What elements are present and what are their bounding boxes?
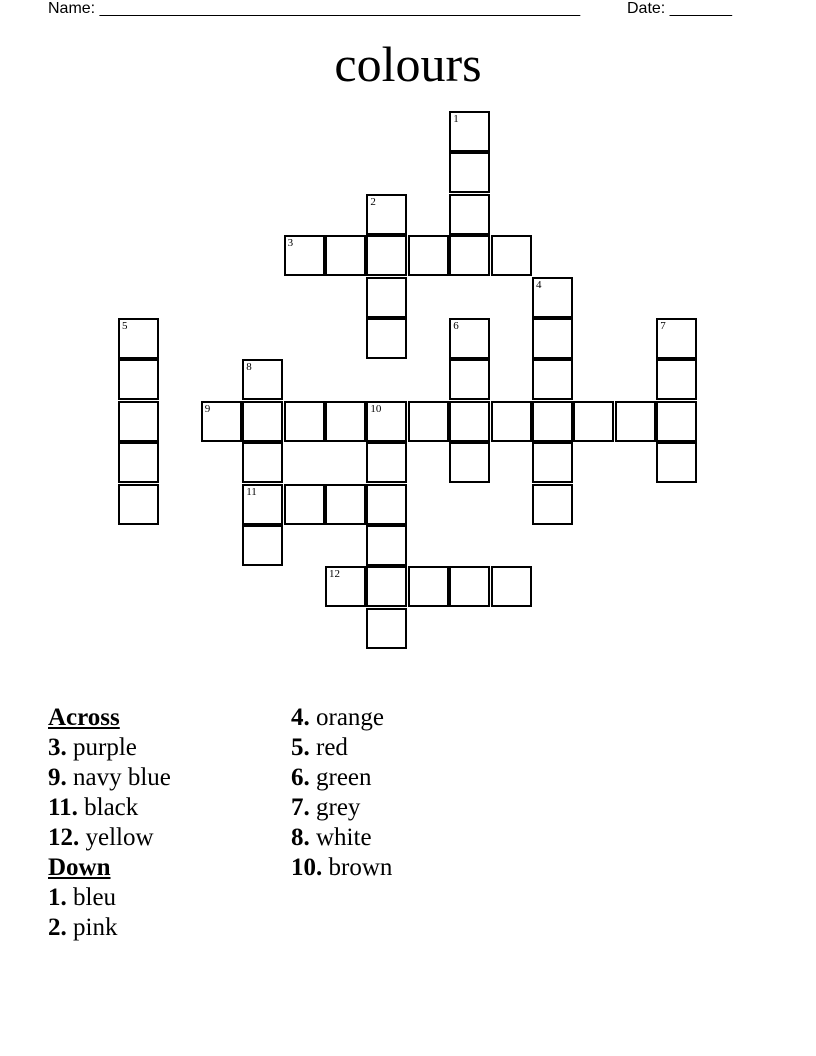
crossword-cell — [366, 235, 407, 276]
clue-item-number: 7. — [291, 794, 310, 821]
clue-item-number: 2. — [48, 914, 67, 941]
clue-number: 3 — [287, 237, 294, 250]
crossword-cell — [449, 442, 490, 483]
clue-item-number: 12. — [48, 824, 80, 851]
clue-item — [291, 703, 392, 733]
crossword-cell — [242, 401, 283, 442]
clue-number: 1 — [453, 113, 459, 125]
clue-number: 7 — [660, 320, 666, 332]
crossword-cell — [408, 401, 449, 442]
crossword-cell — [656, 318, 697, 359]
crossword-cell — [532, 401, 573, 442]
crossword-cell — [366, 442, 407, 483]
crossword-cell — [449, 152, 490, 193]
down-clue-list-2 — [291, 703, 392, 883]
crossword-cell — [284, 401, 325, 442]
crossword-cell — [491, 566, 532, 607]
crossword-cell — [656, 359, 697, 400]
clue-item-text: brown — [322, 854, 393, 881]
across-heading: Across — [48, 704, 120, 731]
clue-item-text: bleu — [66, 884, 117, 911]
clue-item-number: 4. — [291, 704, 310, 731]
clue-item-text: purple — [66, 734, 137, 761]
crossword-cell — [532, 318, 573, 359]
clue-item-text: yellow — [79, 824, 154, 851]
crossword-cell — [449, 194, 490, 235]
crossword-cell — [284, 484, 325, 525]
crossword-cell — [532, 359, 573, 400]
crossword-cell — [366, 401, 407, 442]
crossword-cell — [325, 484, 366, 525]
crossword-cell — [118, 318, 159, 359]
clue-item — [291, 853, 392, 883]
page-title: colours — [334, 36, 482, 92]
across-clue-list — [48, 733, 171, 853]
crossword-cell — [532, 277, 573, 318]
clues-column-2 — [291, 703, 392, 883]
clue-number: 10 — [370, 402, 382, 415]
crossword-cell — [118, 484, 159, 525]
name-field-label: Name: ______________________________________________________ — [48, 0, 581, 17]
crossword-cell — [118, 359, 159, 400]
clue-item — [48, 913, 171, 943]
clue-item — [48, 793, 171, 823]
clue-number: 2 — [370, 195, 376, 208]
clue-number: 6 — [453, 320, 459, 332]
crossword-cell — [532, 442, 573, 483]
down-clue-list-1 — [48, 883, 171, 943]
crossword-cell — [325, 566, 366, 607]
clue-item — [48, 823, 171, 853]
clue-number: 4 — [536, 278, 542, 291]
crossword-cell — [408, 566, 449, 607]
clue-item — [291, 733, 392, 763]
crossword-cell — [325, 401, 366, 442]
clue-item-text: white — [309, 824, 372, 851]
clue-item — [291, 823, 392, 853]
crossword-cell — [449, 111, 490, 152]
crossword-cell — [366, 318, 407, 359]
crossword-cell — [118, 442, 159, 483]
down-heading: Down — [48, 854, 111, 881]
clue-item-text: green — [309, 764, 372, 791]
crossword-cell — [449, 235, 490, 276]
clue-item — [48, 883, 171, 913]
crossword-cell — [366, 484, 407, 525]
crossword-cell — [242, 442, 283, 483]
crossword-cell — [449, 359, 490, 400]
clue-item — [48, 763, 171, 793]
crossword-cell — [573, 401, 614, 442]
crossword-cell — [242, 359, 283, 400]
clue-item-text: orange — [309, 704, 385, 731]
clue-item-number: 11. — [48, 794, 78, 821]
clue-item-text: navy blue — [66, 764, 171, 791]
clue-item-number: 9. — [48, 764, 67, 791]
crossword-cell — [491, 235, 532, 276]
clue-item-number: 5. — [291, 734, 310, 761]
clue-item-text: pink — [66, 914, 118, 941]
crossword-cell — [201, 401, 242, 442]
clue-item-number: 6. — [291, 764, 310, 791]
clue-item-text: red — [309, 734, 348, 761]
clue-item-number: 3. — [48, 734, 67, 761]
crossword-cell — [284, 235, 325, 276]
crossword-cell — [532, 484, 573, 525]
clue-item-text: black — [77, 794, 139, 821]
crossword-cell — [325, 235, 366, 276]
crossword-cell — [366, 525, 407, 566]
clue-item-text: grey — [309, 794, 361, 821]
crossword-cell — [408, 235, 449, 276]
crossword-cell — [656, 401, 697, 442]
clue-number: 8 — [246, 361, 252, 374]
crossword-cell — [118, 401, 159, 442]
clue-number: 9 — [204, 402, 211, 415]
clue-item — [291, 763, 392, 793]
crossword-cell — [366, 277, 407, 318]
clue-number: 12 — [329, 568, 340, 581]
crossword-cell — [366, 608, 407, 649]
crossword-cell — [656, 442, 697, 483]
clue-item — [48, 733, 171, 763]
clue-item-number: 1. — [48, 884, 67, 911]
clue-item-number: 8. — [291, 824, 310, 851]
crossword-cell — [366, 194, 407, 235]
crossword-cell — [491, 401, 532, 442]
clue-item — [291, 793, 392, 823]
clues-column-1 — [48, 703, 171, 943]
clue-number: 5 — [122, 320, 128, 332]
clue-number: 11 — [246, 485, 257, 498]
crossword-cell — [366, 566, 407, 607]
clue-item-number: 10. — [291, 854, 323, 881]
crossword-cell — [242, 525, 283, 566]
crossword-cell — [449, 401, 490, 442]
crossword-cell — [615, 401, 656, 442]
crossword-cell — [449, 566, 490, 607]
date-field-label: Date: _______ — [627, 0, 732, 17]
crossword-cell — [242, 484, 283, 525]
crossword-cell — [449, 318, 490, 359]
